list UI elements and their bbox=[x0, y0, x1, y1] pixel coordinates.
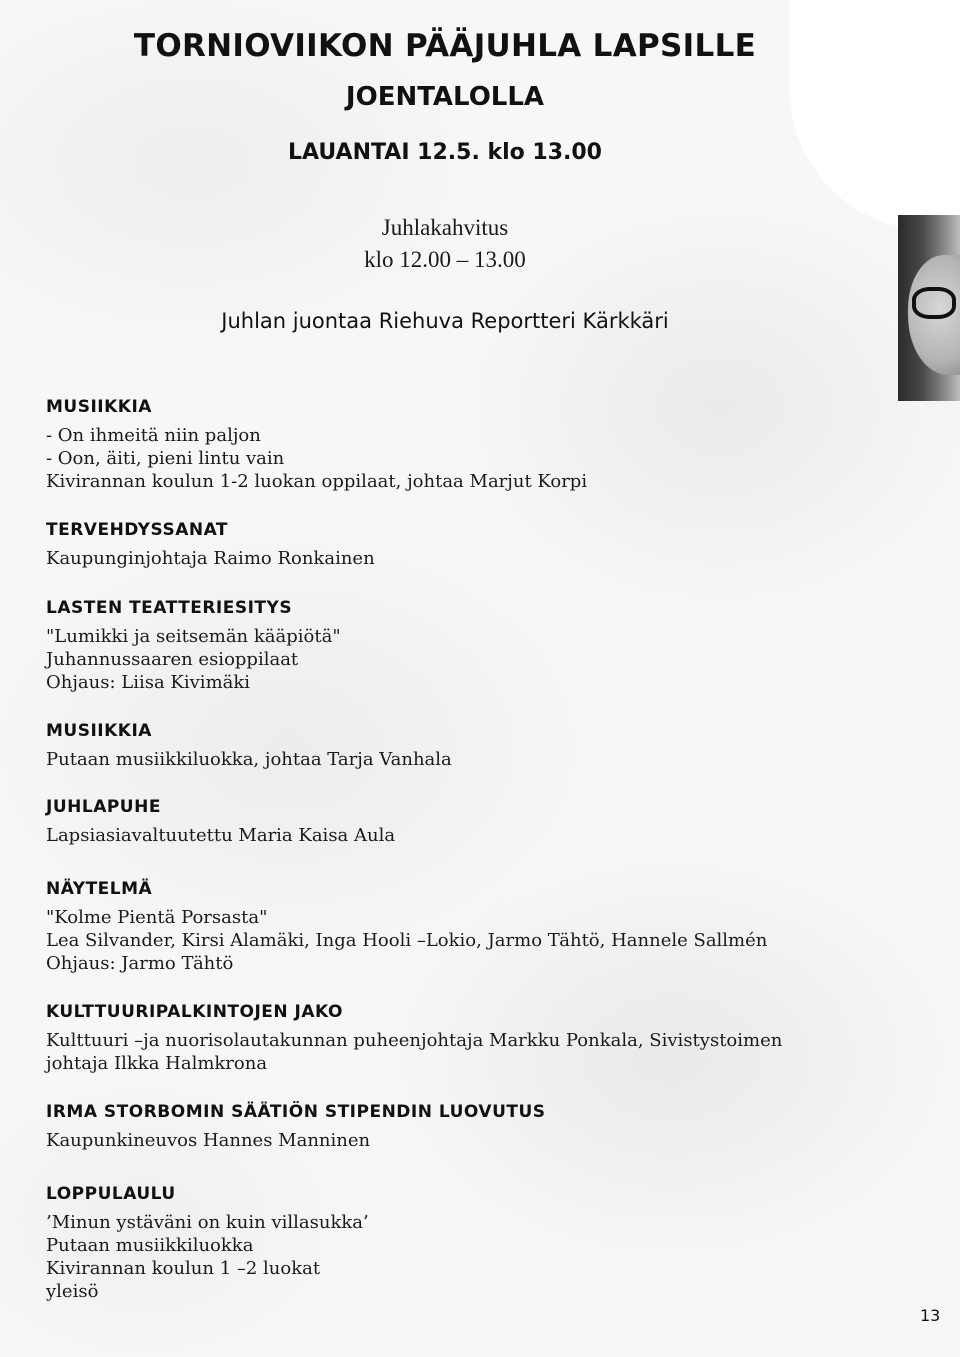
section-heading: TERVEHDYSSANAT bbox=[46, 520, 229, 540]
section-line: johtaja Ilkka Halmkrona bbox=[46, 1053, 268, 1074]
section-heading: LOPPULAULU bbox=[46, 1184, 176, 1204]
section-play bbox=[46, 878, 906, 975]
section-line: Putaan musiikkiluokka, johtaa Tarja Vanhala bbox=[46, 749, 452, 770]
section-line: Ohjaus: Liisa Kivimäki bbox=[46, 672, 251, 693]
section-heading: JUHLAPUHE bbox=[46, 797, 161, 817]
coffee-label: Juhlakahvitus bbox=[381, 215, 509, 240]
section-line: Putaan musiikkiluokka bbox=[46, 1235, 254, 1256]
section-line: Kivirannan koulun 1 –2 luokat bbox=[46, 1258, 321, 1279]
section-heading: KULTTUURIPALKINTOJEN JAKO bbox=[46, 1002, 343, 1022]
venue-title: JOENTALOLLA bbox=[345, 82, 545, 112]
section-heading: IRMA STORBOMIN SÄÄTIÖN STIPENDIN LUOVUTUS bbox=[46, 1102, 546, 1122]
section-line: ’Minun ystäväni on kuin villasukka’ bbox=[46, 1212, 369, 1233]
section-line: Kaupunkineuvos Hannes Manninen bbox=[46, 1130, 371, 1151]
section-heading: LASTEN TEATTERIESITYS bbox=[46, 598, 293, 618]
section-line: "Lumikki ja seitsemän kääpiötä" bbox=[46, 626, 341, 647]
host-line: Juhlan juontaa Riehuva Reportteri Kärkkäri bbox=[221, 309, 669, 333]
page-title: TORNIOVIIKON PÄÄJUHLA LAPSILLE bbox=[133, 28, 757, 64]
section-line: Juhannussaaren esioppilaat bbox=[46, 649, 299, 670]
section-line: yleisö bbox=[46, 1281, 99, 1302]
section-line: "Kolme Pientä Porsasta" bbox=[46, 907, 268, 928]
event-datetime: LAUANTAI 12.5. klo 13.00 bbox=[288, 140, 602, 165]
section-speech bbox=[46, 796, 906, 847]
section-theatre bbox=[46, 597, 906, 694]
section-line: Lapsiasiavaltuutettu Maria Kaisa Aula bbox=[46, 825, 396, 846]
section-line: - On ihmeitä niin paljon bbox=[46, 425, 261, 446]
page-number: 13 bbox=[920, 1306, 941, 1325]
section-heading: MUSIIKKIA bbox=[46, 397, 152, 417]
section-closing-song bbox=[46, 1183, 906, 1303]
section-line: Kulttuuri –ja nuorisolautakunnan puheenjohtaja Markku Ponkala, Sivistystoimen bbox=[46, 1030, 783, 1051]
section-line: Ohjaus: Jarmo Tähtö bbox=[46, 953, 234, 974]
section-heading: NÄYTELMÄ bbox=[46, 879, 153, 899]
section-heading: MUSIIKKIA bbox=[46, 721, 152, 741]
section-greetings bbox=[46, 519, 906, 570]
section-culture-awards bbox=[46, 1001, 906, 1075]
coffee-time: klo 12.00 – 13.00 bbox=[364, 247, 526, 272]
section-line: Kivirannan koulun 1-2 luokan oppilaat, johtaa Marjut Korpi bbox=[46, 471, 588, 492]
section-line: Kaupunginjohtaja Raimo Ronkainen bbox=[46, 548, 375, 569]
section-line: Lea Silvander, Kirsi Alamäki, Inga Hooli –Lokio, Jarmo Tähtö, Hannele Sallmén bbox=[46, 930, 768, 951]
section-scholarship bbox=[46, 1101, 906, 1152]
section-line: - Oon, äiti, pieni lintu vain bbox=[46, 448, 285, 469]
section-music-2 bbox=[46, 720, 906, 771]
section-music-1 bbox=[46, 396, 906, 493]
